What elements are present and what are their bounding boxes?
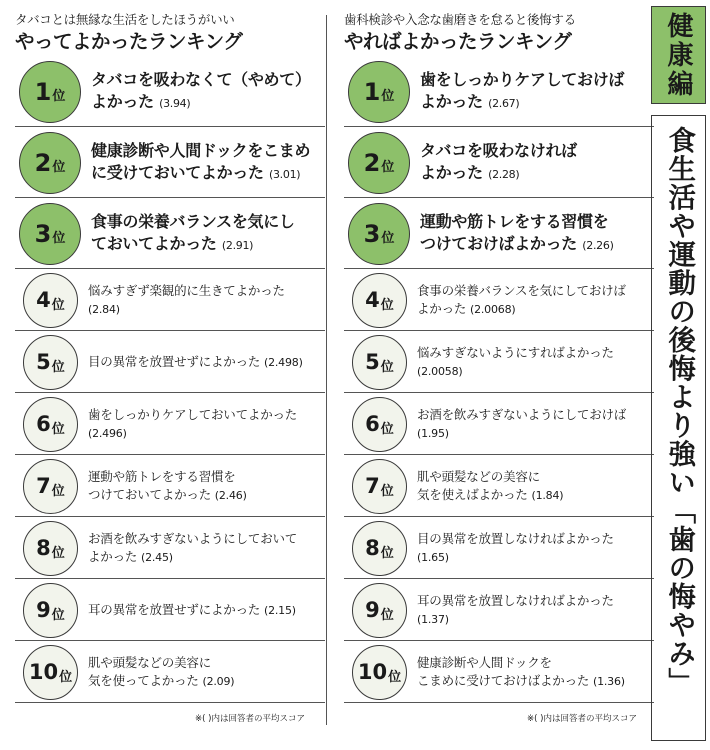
rank-suffix: 位 — [51, 359, 65, 375]
rank-text-content: 肌や頭髪などの美容に — [417, 468, 541, 484]
rank-number: 1 — [34, 77, 52, 106]
rank-text-line — [417, 344, 654, 362]
rank-row — [15, 269, 325, 331]
rank-suffix: 位 — [51, 421, 65, 437]
rank-text-content: 悩みすぎないようにすればよかった — [417, 344, 614, 360]
rank-text — [91, 140, 325, 186]
rank-badge — [23, 521, 78, 576]
rank-text-content: よかった — [417, 300, 467, 316]
rank-text-line — [91, 140, 325, 162]
rank-score: (2.45) — [140, 550, 173, 564]
rank-suffix: 位 — [381, 89, 395, 104]
rank-row — [344, 127, 654, 198]
rank-text-line — [417, 406, 654, 424]
rank-text-content: 耳の異常を放置しなければよかった — [417, 592, 614, 608]
rank-text — [417, 282, 654, 319]
rank-badge — [23, 273, 78, 328]
rank-number: 5 — [365, 350, 380, 374]
rank-badge — [23, 397, 78, 452]
rank-text-line — [91, 162, 325, 186]
rank-badge — [23, 459, 78, 514]
rank-row — [15, 127, 325, 198]
rank-text — [417, 406, 654, 443]
rank-suffix: 位 — [51, 545, 65, 561]
rank-row — [15, 579, 325, 641]
rank-text-line — [88, 300, 325, 319]
rank-text-content: よかった — [91, 91, 154, 111]
badge-label: 健康編 — [663, 11, 693, 99]
rank-row — [344, 455, 654, 517]
rank-score: (1.95) — [417, 426, 449, 440]
rank-underline — [344, 702, 654, 703]
rank-text — [417, 344, 654, 381]
rank-text-content: 健康診断や人間ドックを — [417, 654, 552, 670]
rank-text-content: 気を使えばよかった — [417, 486, 528, 502]
rank-suffix: 位 — [52, 89, 66, 104]
rank-score: (2.496) — [88, 426, 127, 440]
rank-score: (3.01) — [268, 167, 301, 181]
rank-suffix: 位 — [51, 607, 65, 623]
rank-text-line — [88, 530, 325, 548]
rank-badge — [352, 521, 407, 576]
rank-score: (2.84) — [88, 302, 120, 316]
rank-score: (3.94) — [159, 96, 191, 110]
vertical-headline: 食生活や運動の後悔より強い「歯の悔やみ」 — [663, 126, 696, 696]
rank-text-content: ておいてよかった — [91, 233, 217, 253]
rank-score: (1.36) — [592, 674, 625, 688]
rank-text-line — [417, 672, 654, 691]
rank-text-line — [417, 424, 654, 443]
rank-badge — [23, 335, 78, 390]
rank-row — [344, 579, 654, 641]
rank-text-line — [417, 300, 654, 319]
rank-text-content: よかった — [88, 548, 138, 564]
rank-badge — [348, 61, 410, 123]
rank-number: 4 — [36, 288, 51, 312]
rank-text-line — [417, 548, 654, 567]
rank-badge — [23, 583, 78, 638]
rank-text-line — [88, 601, 325, 620]
rank-suffix: 位 — [59, 669, 73, 685]
rank-text-content: お酒を飲みすぎないようにしておいて — [88, 530, 298, 546]
rank-text-line — [417, 486, 654, 505]
rank-suffix: 位 — [381, 231, 395, 246]
left-footnote: ※( )内は回答者の平均スコア — [195, 714, 305, 724]
left-title: やってよかったランキング — [15, 30, 243, 53]
rank-score: (2.0058) — [417, 364, 463, 378]
rank-text-line — [417, 282, 654, 300]
rank-score: (2.46) — [214, 488, 247, 502]
rank-text-line — [417, 592, 654, 610]
rank-badge — [348, 203, 410, 265]
rank-text-line — [91, 91, 325, 115]
rank-suffix: 位 — [52, 160, 66, 175]
rank-text-line — [88, 406, 325, 424]
rank-text-content: タバコを吸わなければ — [420, 140, 577, 160]
rank-text-line — [88, 424, 325, 443]
rank-suffix: 位 — [381, 160, 395, 175]
rank-text-line — [88, 672, 325, 691]
rank-number: 9 — [36, 598, 51, 622]
rank-score: (1.37) — [417, 612, 449, 626]
rank-suffix: 位 — [380, 421, 394, 437]
rank-text-line — [417, 654, 654, 672]
rank-text-content: 運動や筋トレをする習慣を — [420, 211, 609, 231]
right-column — [344, 0, 654, 703]
rank-text — [88, 282, 325, 319]
rank-text-content: 目の異常を放置しなければよかった — [417, 530, 614, 546]
rank-row — [15, 198, 325, 269]
rank-text — [88, 601, 325, 620]
rank-score: (1.65) — [417, 550, 449, 564]
rank-score: (2.91) — [221, 238, 254, 252]
rank-number: 2 — [34, 148, 52, 177]
rank-score: (2.28) — [488, 167, 520, 181]
rank-row — [344, 331, 654, 393]
rank-number: 9 — [365, 598, 380, 622]
rank-score: (2.498) — [263, 355, 303, 369]
rank-row — [344, 641, 654, 703]
rank-text — [88, 468, 325, 505]
rank-badge — [348, 132, 410, 194]
rank-number: 7 — [365, 474, 380, 498]
rank-text-line — [417, 362, 654, 381]
rank-badge — [352, 335, 407, 390]
rank-text-line — [88, 468, 325, 486]
right-title: やればよかったランキング — [344, 30, 572, 53]
rank-badge — [19, 61, 81, 123]
rank-number: 7 — [36, 474, 51, 498]
rank-text-content: に受けておいてよかった — [91, 162, 264, 182]
rank-text-line — [88, 353, 325, 372]
rank-score: (2.67) — [488, 96, 520, 110]
rank-row — [344, 56, 654, 127]
rank-row — [15, 641, 325, 703]
right-rank-list — [344, 56, 654, 703]
rank-text-line — [417, 530, 654, 548]
rank-text-content: こまめに受けておけばよかった — [417, 672, 590, 688]
rank-row — [15, 56, 325, 127]
rank-suffix: 位 — [52, 231, 66, 246]
rank-number: 3 — [363, 219, 381, 248]
rank-text — [88, 530, 325, 567]
rank-text-line — [91, 69, 325, 91]
rank-text — [88, 353, 325, 372]
rank-row — [15, 331, 325, 393]
rank-text-content: 耳の異常を放置せずによかった — [88, 601, 261, 617]
rank-badge — [23, 645, 78, 700]
rank-suffix: 位 — [380, 483, 394, 499]
rank-text-line — [420, 211, 654, 233]
left-rank-list — [15, 56, 325, 703]
rank-text-line — [417, 610, 654, 629]
rank-number: 2 — [363, 148, 381, 177]
rank-text-line — [417, 468, 654, 486]
rank-text — [420, 140, 654, 186]
rank-row — [15, 517, 325, 579]
rank-row — [344, 198, 654, 269]
rank-text-content: 食事の栄養バランスを気にし — [91, 211, 295, 231]
rank-text-line — [420, 69, 654, 91]
rank-text-line — [420, 140, 654, 162]
rank-badge — [19, 203, 81, 265]
rank-text-line — [88, 548, 325, 567]
rank-text-line — [420, 162, 654, 186]
rank-score: (2.09) — [202, 674, 235, 688]
rank-text — [420, 211, 654, 257]
rank-text-content: つけておいてよかった — [88, 486, 212, 502]
rank-number: 3 — [34, 219, 52, 248]
rank-row — [344, 393, 654, 455]
rank-text — [88, 406, 325, 443]
rank-badge — [352, 397, 407, 452]
rank-suffix: 位 — [51, 297, 65, 313]
rank-text-content: つけておけばよかった — [420, 233, 578, 253]
rank-suffix: 位 — [388, 669, 402, 685]
rank-suffix: 位 — [380, 545, 394, 561]
rank-score: (2.26) — [582, 238, 614, 252]
rank-text-content: 運動や筋トレをする習慣を — [88, 468, 236, 484]
rank-number: 10 — [28, 660, 59, 684]
rank-score: (2.15) — [263, 603, 296, 617]
rank-row — [15, 455, 325, 517]
rank-text-content: 肌や頭髪などの美容に — [88, 654, 212, 670]
rank-suffix: 位 — [380, 297, 394, 313]
rank-text-line — [88, 654, 325, 672]
rank-badge — [352, 583, 407, 638]
rank-number: 1 — [363, 77, 381, 106]
rank-text-content: 食事の栄養バランスを気にしておけば — [417, 282, 626, 298]
rank-number: 4 — [365, 288, 380, 312]
headline-box — [651, 115, 706, 741]
category-badge — [651, 6, 706, 104]
rank-badge — [352, 273, 407, 328]
rank-number: 8 — [365, 536, 380, 560]
rank-text-content: よかった — [420, 91, 483, 111]
rank-score: (1.84) — [531, 488, 564, 502]
rank-text — [417, 468, 654, 505]
rank-suffix: 位 — [380, 359, 394, 375]
rank-number: 8 — [36, 536, 51, 560]
rank-text-line — [420, 233, 654, 257]
rank-text — [91, 211, 325, 257]
rank-badge — [352, 459, 407, 514]
rank-text — [417, 530, 654, 567]
rank-underline — [15, 702, 325, 703]
rank-score: (2.0068) — [469, 302, 516, 316]
rank-text-content: 健康診断や人間ドックをこまめ — [91, 140, 311, 160]
rank-text-line — [420, 91, 654, 115]
rank-text-content: 歯をしっかりケアしておいてよかった — [88, 406, 298, 422]
rank-text-content: 悩みすぎず楽観的に生きてよかった — [88, 282, 285, 298]
rank-text — [88, 654, 325, 691]
rank-text — [91, 69, 325, 115]
rank-number: 6 — [36, 412, 51, 436]
rank-suffix: 位 — [380, 607, 394, 623]
left-subtitle: タバコとは無縁な生活をしたほうがいい — [15, 12, 235, 27]
right-subtitle: 歯科検診や入念な歯磨きを怠ると後悔する — [344, 12, 576, 27]
rank-badge — [19, 132, 81, 194]
rank-suffix: 位 — [51, 483, 65, 499]
rank-row — [344, 269, 654, 331]
rank-text-line — [88, 282, 325, 300]
rank-text-content: 歯をしっかりケアしておけば — [420, 69, 625, 89]
rank-text — [417, 654, 654, 691]
rank-row — [15, 393, 325, 455]
rank-text-line — [91, 211, 325, 233]
rank-text — [417, 592, 654, 629]
rank-text-line — [88, 486, 325, 505]
column-divider — [326, 15, 327, 725]
rank-text-content: よかった — [420, 162, 483, 182]
rank-row — [344, 517, 654, 579]
rank-text-line — [91, 233, 325, 257]
rank-text — [420, 69, 654, 115]
rank-number: 6 — [365, 412, 380, 436]
rank-text-content: お酒を飲みすぎないようにしておけば — [417, 406, 627, 422]
rank-text-content: 目の異常を放置せずによかった — [88, 353, 261, 369]
rank-badge — [352, 645, 407, 700]
rank-number: 10 — [357, 660, 388, 684]
rank-text-content: タバコを吸わなくて（やめて） — [91, 69, 311, 89]
left-column — [15, 0, 325, 703]
rank-number: 5 — [36, 350, 51, 374]
right-footnote: ※( )内は回答者の平均スコア — [527, 714, 637, 724]
rank-text-content: 気を使ってよかった — [88, 672, 199, 688]
